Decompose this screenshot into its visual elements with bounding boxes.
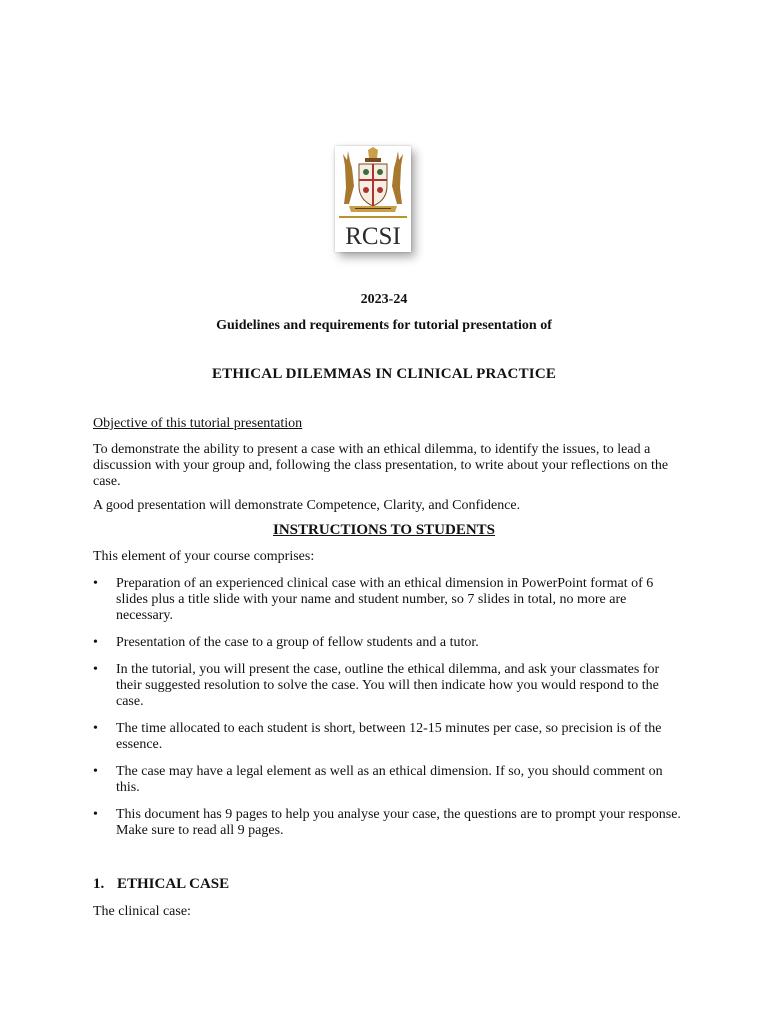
list-item: • The time allocated to each student is short, between 12-15 minutes per case, so precision is of the essence. [93, 721, 662, 752]
document-subtitle: Guidelines and requirements for tutorial presentation of [216, 318, 552, 333]
section-heading [93, 876, 229, 892]
instructions-heading: INSTRUCTIONS TO STUDENTS [272, 522, 496, 538]
list-item: • This document has 9 pages to help you analyse your case, the questions are to prompt your response. Make sure to read all 9 pages. [93, 807, 681, 838]
list-item: • The case may have a legal element as well as an ethical dimension. If so, you should comment on this. [93, 764, 663, 795]
section-text: The clinical case: [93, 904, 191, 919]
bullet-icon: • [93, 576, 98, 591]
section-number: 1. [93, 876, 105, 892]
document-year: 2023-24 [360, 292, 408, 307]
bullet-icon: • [93, 807, 98, 822]
instructions-intro: This element of your course comprises: [93, 549, 315, 564]
section-title: ETHICAL CASE [117, 876, 230, 892]
bullet-icon: • [93, 662, 98, 677]
bullet-icon: • [93, 764, 98, 779]
list-item: • Preparation of an experienced clinical case with an ethical dimension in PowerPoint format of 6 slides plus a title slide with your name and student number, so 7 slides in total, no more are necessary. [93, 576, 654, 623]
rcsi-logo [335, 146, 411, 252]
document-title: ETHICAL DILEMMAS IN CLINICAL PRACTICE [211, 366, 557, 382]
crest-icon [335, 146, 411, 252]
list-item: • Presentation of the case to a group of fellow students and a tutor. [93, 635, 479, 650]
instructions-list [93, 576, 683, 850]
bullet-icon: • [93, 721, 98, 736]
objective-heading: Objective of this tutorial presentation [93, 416, 303, 431]
quality-paragraph: A good presentation will demonstrate Competence, Clarity, and Confidence. [93, 498, 521, 513]
objective-paragraph: To demonstrate the ability to present a case with an ethical dilemma, to identify the issues, to lead a discussion with your group and, following the class presentation, to write about your reflections on the case. [93, 442, 669, 489]
svg-text:RCSI: RCSI [345, 223, 401, 250]
list-item: • In the tutorial, you will present the case, outline the ethical dilemma, and ask your classmates for their suggested resolution to solve the case. You will then indicate how you would respond to the case. [93, 662, 660, 709]
bullet-icon: • [93, 635, 98, 650]
